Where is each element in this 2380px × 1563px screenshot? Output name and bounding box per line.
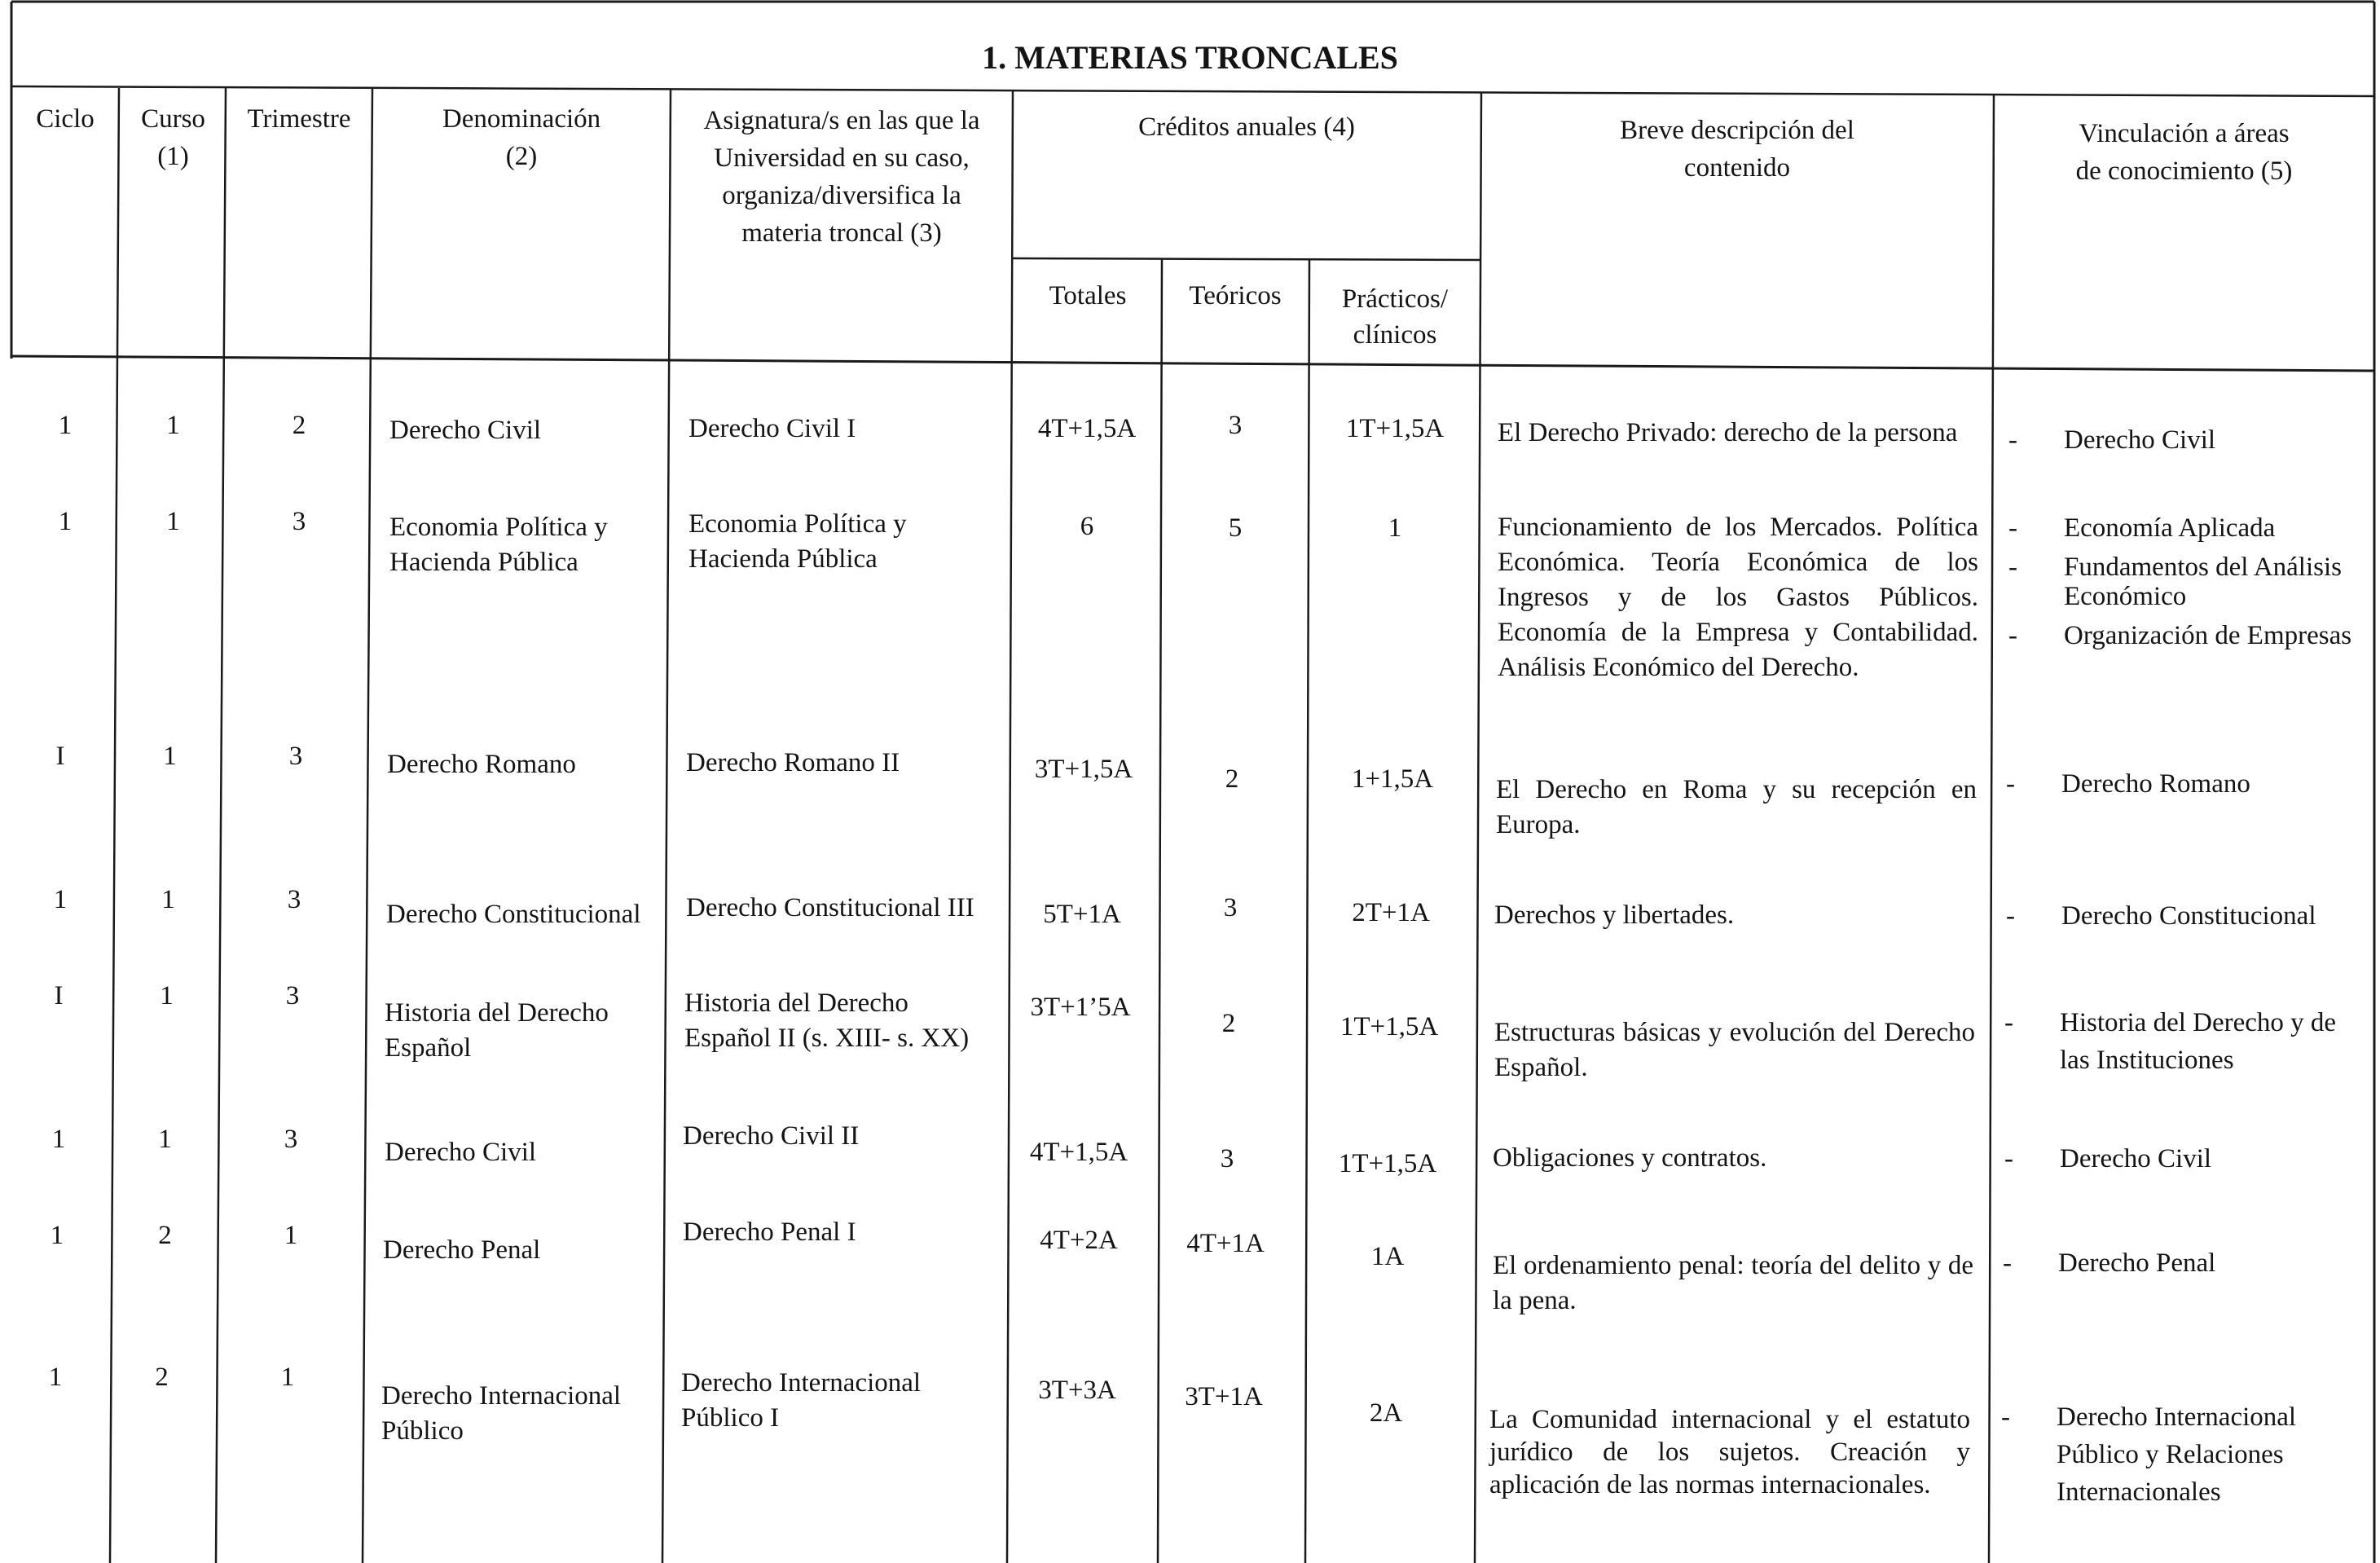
cell-practicos: 1 xyxy=(1388,513,1402,543)
cell-trimestre: 3 xyxy=(288,742,303,771)
cell-practicos: 1T+1,5A xyxy=(1338,1149,1437,1178)
cell-trimestre: 3 xyxy=(284,1125,298,1154)
cell-totales: 6 xyxy=(1080,512,1094,541)
cell-asignatura: Derecho Civil I xyxy=(688,414,856,443)
cell-trimestre: 3 xyxy=(285,981,300,1010)
cell-descripcion: La Comunidad internacional y el estatuto jurídico de los sujetos. Creación y aplicación de las normas internacionales. xyxy=(1489,1405,1970,1499)
cell-vinculacion xyxy=(2004,1141,2367,1183)
cell-trimestre: 1 xyxy=(280,1363,295,1392)
cell-descripcion: Funcionamiento de los Mercados. Política Económica. Teoría Económica de los Ingresos y de los Gastos Públicos. Economía de la Empresa y Contabilidad. Análisis Económico del Derecho. xyxy=(1498,513,1978,682)
cell-ciclo: I xyxy=(55,742,65,771)
cell-curso: 1 xyxy=(163,742,177,771)
area-item xyxy=(2001,1398,2343,1511)
cell-totales: 4T+1,5A xyxy=(1029,1138,1128,1167)
header-asignatura-line-1: Asignatura/s en las que la xyxy=(703,106,980,135)
cell-teoricos: 3 xyxy=(1228,411,1243,440)
header-asignatura-line-4: materia troncal (3) xyxy=(741,218,942,248)
cell-vinculacion xyxy=(2006,766,2369,808)
cell-totales: 3T+1’5A xyxy=(1030,993,1131,1022)
cell-denominacion: Economia Política y Hacienda Pública xyxy=(389,513,608,577)
cell-descripcion: El Derecho en Roma y su recepción en Europa. xyxy=(1496,775,1977,839)
cell-vinculacion xyxy=(2003,1245,2365,1288)
cell-curso: 1 xyxy=(161,885,175,914)
area-label: Organización de Empresas xyxy=(2064,621,2352,650)
cell-ciclo: 1 xyxy=(58,507,73,536)
cell-asignatura: Derecho Constitucional III xyxy=(686,893,974,922)
dash-bullet: - xyxy=(2006,901,2015,931)
cell-totales: 3T+1,5A xyxy=(1034,755,1133,784)
header-descripcion-line-2: contenido xyxy=(1683,153,1791,183)
dash-bullet: - xyxy=(2003,1248,2012,1278)
cell-ciclo: 1 xyxy=(50,1221,64,1250)
area-item xyxy=(2004,1141,2367,1177)
cell-denominacion: Derecho Penal xyxy=(383,1235,541,1265)
area-item xyxy=(2008,553,2371,611)
cell-practicos: 1+1,5A xyxy=(1351,764,1434,794)
cell-practicos: 1T+1,5A xyxy=(1340,1012,1439,1041)
header-ciclo: Ciclo xyxy=(36,104,95,134)
cell-vinculacion xyxy=(2001,1398,2343,1517)
cell-teoricos: 3 xyxy=(1220,1144,1234,1173)
header-vinculacion-line-1: Vinculación a áreas xyxy=(2079,119,2290,148)
cell-curso: 2 xyxy=(155,1363,169,1392)
cell-teoricos: 2 xyxy=(1225,764,1239,794)
header-practicos-line-1: Prácticos/ xyxy=(1341,284,1449,314)
area-label: Derecho Internacional Público y Relaciones Internacionales xyxy=(2057,1402,2297,1507)
dash-bullet: - xyxy=(2001,1402,2010,1432)
area-label: Derecho Civil xyxy=(2060,1144,2212,1173)
dash-bullet: - xyxy=(2006,769,2015,799)
cell-descripcion: El Derecho Privado: derecho de la persona xyxy=(1498,418,1958,447)
area-label: Derecho Penal xyxy=(2058,1248,2216,1278)
cell-vinculacion xyxy=(2006,898,2369,940)
header-denominacion-line-2: (2) xyxy=(505,142,538,171)
cell-vinculacion xyxy=(2008,422,2371,464)
cell-curso: 1 xyxy=(158,1125,172,1154)
header-descripcion-line-1: Breve descripción del xyxy=(1620,116,1854,145)
cell-asignatura: Derecho Romano II xyxy=(686,748,900,777)
header-teoricos: Teóricos xyxy=(1189,281,1282,310)
area-item xyxy=(2003,1245,2365,1281)
cell-teoricos: 5 xyxy=(1228,513,1243,543)
area-item xyxy=(2008,618,2371,654)
cell-denominacion: Derecho Internacional Público xyxy=(381,1381,622,1446)
cell-descripcion: Estructuras básicas y evolución del Derecho Español. xyxy=(1494,1018,1975,1082)
cell-descripcion: El ordenamiento penal: teoría del delito y de la pena. xyxy=(1493,1251,1973,1315)
header-curso-line-2: (1) xyxy=(157,142,189,171)
cell-practicos: 1T+1,5A xyxy=(1345,414,1445,443)
cell-denominacion: Derecho Romano xyxy=(387,750,576,779)
cell-vinculacion xyxy=(2004,1004,2367,1085)
cell-curso: 1 xyxy=(160,981,174,1010)
header-totales: Totales xyxy=(1049,281,1127,310)
cell-denominacion: Historia del Derecho Español xyxy=(385,998,609,1063)
cell-asignatura: Derecho Civil II xyxy=(683,1121,860,1151)
area-label: Economía Aplicada xyxy=(2064,513,2276,543)
cell-practicos: 2T+1A xyxy=(1352,898,1430,927)
cell-denominacion: Derecho Civil xyxy=(385,1138,537,1167)
cell-ciclo: 1 xyxy=(48,1363,63,1392)
header-creditos-anuales: Créditos anuales (4) xyxy=(1138,112,1355,142)
cell-denominacion: Derecho Constitucional xyxy=(386,900,641,929)
cell-ciclo: 1 xyxy=(58,411,73,440)
area-item xyxy=(2004,1004,2367,1079)
area-item xyxy=(2008,422,2371,458)
area-item xyxy=(2006,766,2369,802)
area-item xyxy=(2006,898,2369,934)
cell-ciclo: 1 xyxy=(51,1125,66,1154)
header-asignatura-line-2: Universidad en su caso, xyxy=(714,143,970,173)
cell-ciclo: I xyxy=(54,981,64,1010)
dash-bullet: - xyxy=(2008,553,2017,582)
header-denominacion-line-1: Denominación xyxy=(442,104,601,134)
header-asignatura-line-3: organiza/diversifica la xyxy=(722,181,961,210)
cell-totales: 3T+3A xyxy=(1038,1376,1116,1405)
cell-curso: 1 xyxy=(166,411,180,440)
cell-descripcion: Obligaciones y contratos. xyxy=(1493,1143,1767,1173)
cell-vinculacion xyxy=(2008,510,2371,660)
dash-bullet: - xyxy=(2004,1144,2013,1173)
header-curso-line-1: Curso xyxy=(141,104,205,134)
cell-asignatura: Derecho Internacional Público I xyxy=(681,1368,922,1433)
cell-trimestre: 2 xyxy=(292,411,306,440)
cell-curso: 2 xyxy=(158,1221,172,1250)
dash-bullet: - xyxy=(2008,621,2017,650)
cell-trimestre: 3 xyxy=(287,885,301,914)
cell-teoricos: 3T+1A xyxy=(1185,1382,1263,1411)
cell-trimestre: 3 xyxy=(292,507,306,536)
cell-totales: 4T+2A xyxy=(1040,1226,1118,1255)
dash-bullet: - xyxy=(2004,1008,2013,1037)
cell-asignatura: Derecho Penal I xyxy=(683,1217,856,1247)
header-trimestre: Trimestre xyxy=(247,104,351,134)
cell-teoricos: 3 xyxy=(1223,893,1238,922)
cell-ciclo: 1 xyxy=(53,885,68,914)
cell-descripcion: Derechos y libertades. xyxy=(1494,900,1735,930)
area-label: Derecho Constitucional xyxy=(2061,901,2316,931)
area-item xyxy=(2008,510,2371,546)
header-practicos-line-2: clínicos xyxy=(1353,320,1437,350)
cell-teoricos: 2 xyxy=(1221,1009,1236,1038)
cell-trimestre: 1 xyxy=(284,1221,298,1250)
header-vinculacion-line-2: de conocimiento (5) xyxy=(2075,156,2293,186)
area-label: Derecho Romano xyxy=(2061,769,2250,799)
area-label: Derecho Civil xyxy=(2064,425,2216,455)
area-label: Historia del Derecho y de las Instituciones xyxy=(2060,1008,2337,1075)
cell-denominacion: Derecho Civil xyxy=(389,416,542,445)
cell-practicos: 1A xyxy=(1370,1242,1405,1271)
cell-curso: 1 xyxy=(166,507,180,536)
cell-asignatura: Historia del Derecho Español II (s. XIII- s. XX) xyxy=(684,988,970,1053)
page-title: 1. MATERIAS TRONCALES xyxy=(982,39,1398,76)
area-label: Fundamentos del Análisis Económico xyxy=(2064,553,2342,611)
cell-asignatura: Economia Política y Hacienda Pública xyxy=(688,509,907,574)
dash-bullet: - xyxy=(2008,513,2017,543)
cell-teoricos: 4T+1A xyxy=(1186,1229,1265,1258)
cell-totales: 5T+1A xyxy=(1043,900,1121,929)
cell-totales: 4T+1,5A xyxy=(1037,414,1137,443)
dash-bullet: - xyxy=(2008,425,2017,455)
cell-practicos: 2A xyxy=(1369,1398,1403,1428)
